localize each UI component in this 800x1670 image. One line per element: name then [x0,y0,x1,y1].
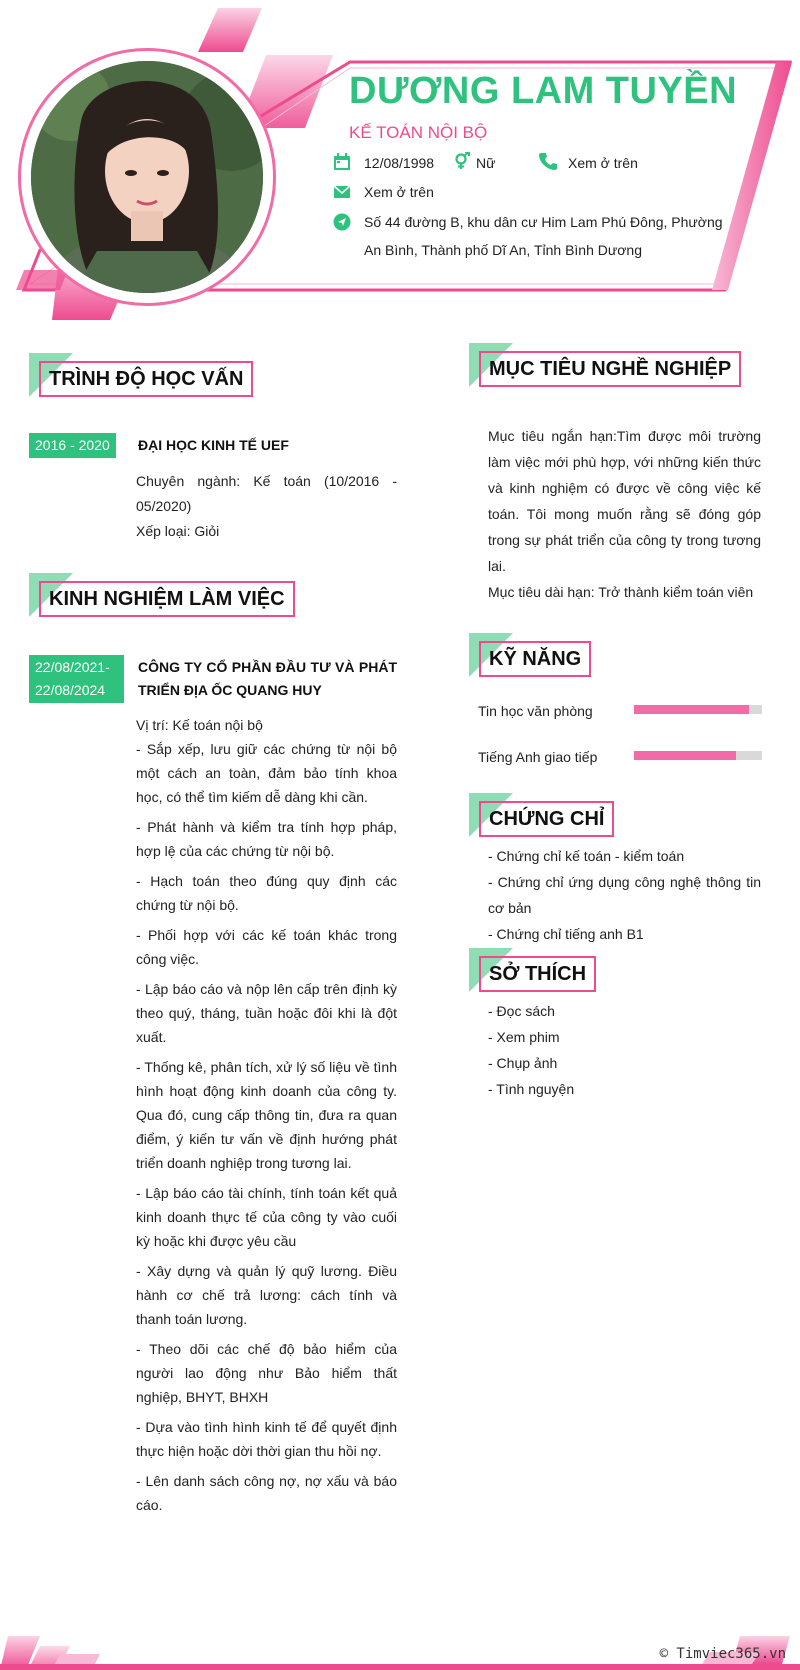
skill-name: Tiếng Anh giao tiếp [478,749,598,765]
hobby-item: - Xem phim [488,1029,560,1045]
section-heading: CHỨNG CHỈ [489,807,605,830]
duty-item: - Hạch toán theo đúng quy định các chứng từ nội bộ. [136,873,397,913]
duty-item: - Sắp xếp, lưu giữ các chứng từ nội bộ một cách an toàn, đảm bảo tính khoa học, có thể tìm kiếm dễ dàng khi cần. [136,741,397,805]
duty-item: - Phát hành và kiểm tra tính hợp pháp, hợp lệ của các chứng từ nội bộ. [136,819,397,859]
duty-item: - Theo dõi các chế độ bảo hiểm của người lao động như Bảo hiểm thất nghiệp, BHYT, BHXH [136,1341,397,1405]
duty-item: - Dựa vào tình hình kinh tế để quyết định thực hiện hoặc dời thời gian thu hồi nợ. [136,1419,397,1459]
major: Chuyên ngành: Kế toán (10/2016 - 05/2020) [136,473,397,514]
objective-text [488,423,761,605]
hobby-item: - Đọc sách [488,1003,555,1019]
email: Xem ở trên [364,184,434,200]
short-term-goal: Mục tiêu ngắn hạn:Tìm được môi trường làm việc mới phù hợp, với những kiến thức và kinh nghiệm có được về công việc kế toán. Tôi mong muốn rằng sẽ đóng góp trong sự phát triển của công ty trong tương lai. [488,428,761,574]
experience-period [29,655,124,703]
phone: Xem ở trên [568,155,638,171]
section-heading: KINH NGHIỆM LÀM VIỆC [49,587,285,610]
hobby-item: - Tình nguyện [488,1081,575,1097]
certificate-item: - Chứng chỉ ứng dụng công nghệ thông tin cơ bản [488,874,761,916]
email-icon [333,183,351,201]
calendar-icon [333,153,351,171]
address-line-2: An Bình, Thành phố Dĩ An, Tỉnh Bình Dương [364,242,642,258]
skill-bar [634,751,762,760]
duty-item: - Thống kê, phân tích, xử lý số liệu về tình hình hoạt động kinh doanh của công ty. Qua đó, cung cấp thông tin, đưa ra quan điểm, ý kiến tư vấn về định hướng phát triển doanh nghiệp trong tương lai. [136,1059,397,1171]
section-heading: KỸ NĂNG [489,647,582,670]
certificate-list [488,843,761,947]
company-name: CÔNG TY CỔ PHẦN ĐẦU TƯ VÀ PHÁT TRIỂN ĐỊA ỐC QUANG HUY [138,659,397,698]
role: Vị trí: Kế toán nội bộ [136,717,263,733]
experience-details [136,713,397,1517]
birthday: 12/08/1998 [364,155,435,171]
location-icon [333,213,351,231]
candidate-name: DƯƠNG LAM TUYỀN [349,70,738,112]
certificate-item: - Chứng chỉ kế toán - kiểm toán [488,848,685,864]
address-line-1: Số 44 đường B, khu dân cư Him Lam Phú Đông, Phường [364,214,723,230]
duty-item: - Lập báo cáo tài chính, tính toán kết quả kinh doanh thực tế của công ty vào cuối kỳ hoặc khi được yêu cầu [136,1185,397,1249]
grade: Xếp loại: Giỏi [136,523,220,539]
avatar [31,61,263,293]
section-heading: MỤC TIÊU NGHỀ NGHIỆP [489,357,732,380]
avatar-frame [18,48,276,306]
watermark: © Timviec365.vn [659,1646,786,1662]
certificate-item: - Chứng chỉ tiếng anh B1 [488,926,644,942]
job-title: KẾ TOÁN NỘI BỘ [349,123,488,142]
long-term-goal: Mục tiêu dài hạn: Trở thành kiểm toán viên [488,584,754,600]
phone-icon [539,152,557,170]
duty-item: - Lên danh sách công nợ, nợ xấu và báo cáo. [136,1473,397,1513]
gender-icon [453,152,471,170]
duty-item: - Lập báo cáo và nộp lên cấp trên định kỳ theo quý, tháng, tuần hoặc đôi khi là đột xuất. [136,981,397,1045]
section-heading: SỞ THÍCH [489,962,587,985]
education-period: 2016 - 2020 [29,433,116,458]
duty-item: - Phối hợp với các kế toán khác trong công việc. [136,927,397,967]
duty-item: - Xây dựng và quản lý quỹ lương. Điều hành cơ chế trả lương: cách tính và thanh toán lương. [136,1263,397,1327]
period-end: 22/08/2024 [35,682,106,698]
skill-bar-fill [634,705,749,714]
skill-bar-fill [634,751,736,760]
school-name: ĐẠI HỌC KINH TẾ UEF [138,437,289,453]
skill-name: Tin học văn phòng [478,703,593,719]
hobby-item: - Chụp ảnh [488,1055,558,1071]
period-start: 22/08/2021- [35,659,110,675]
section-heading: TRÌNH ĐỘ HỌC VẤN [49,367,244,390]
gender: Nữ [476,155,496,171]
skill-bar [634,705,762,714]
education-details [136,469,397,544]
hobby-list [488,998,761,1102]
